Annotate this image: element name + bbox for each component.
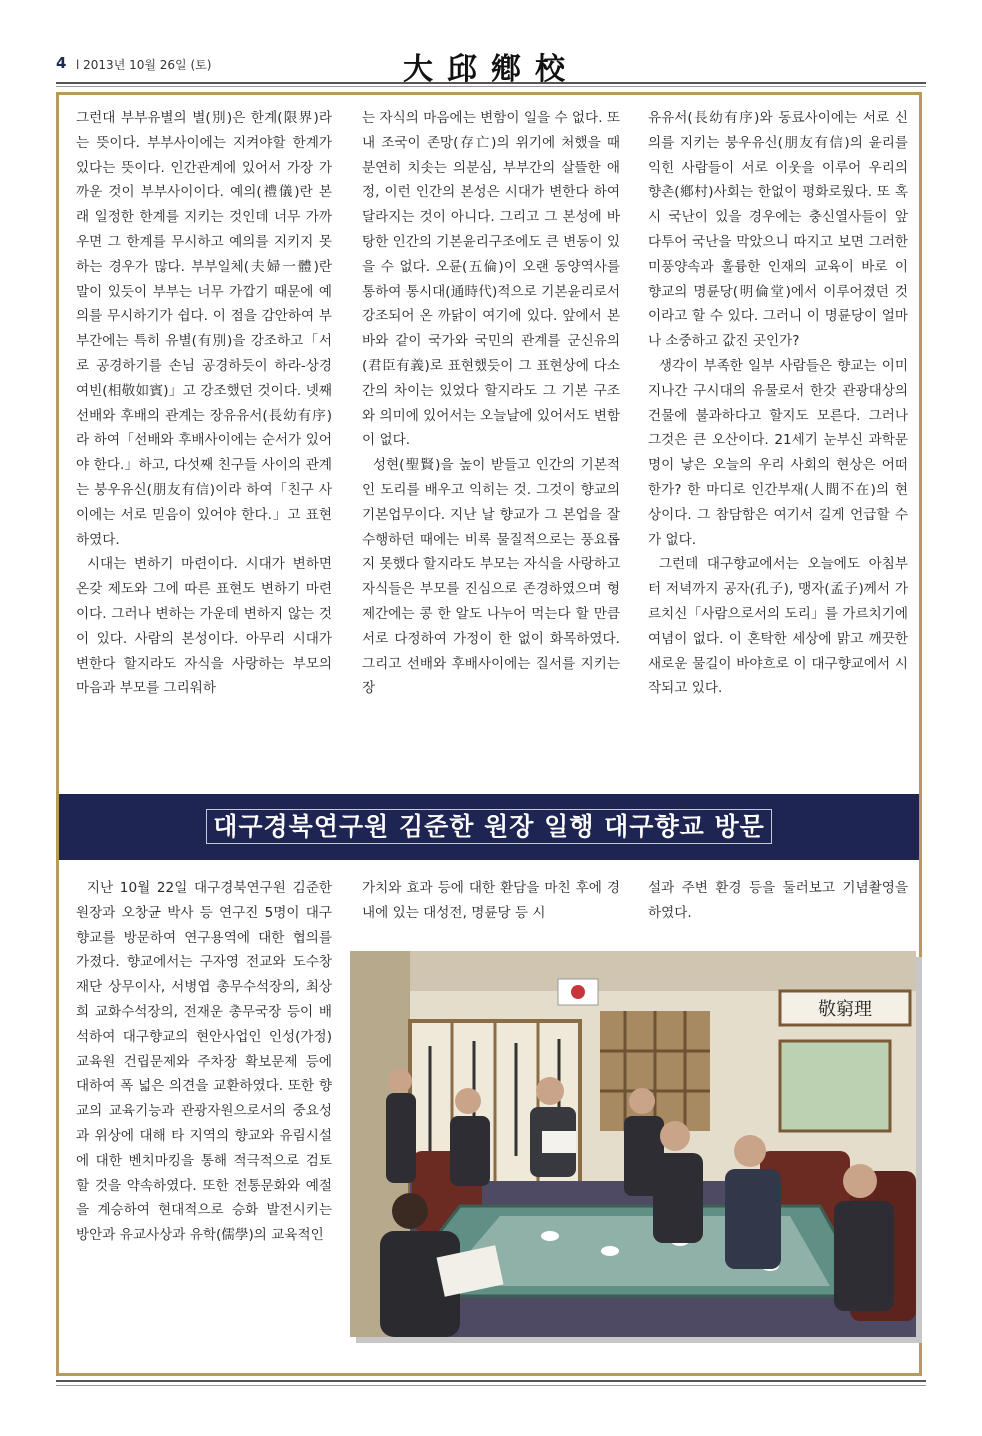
paragraph: 생각이 부족한 일부 사람들은 향교는 이미 지나간 구시대의 유물로서 한갓 관광대상의 건물에 불과하다고 할지도 모른다. 그러나 그것은 큰 오산이다. 21세기 눈부신 과학문명이 낳은 오늘의 우리 사회의 현상은 어떠한가? 한 마디로 인간부재(人間不在)의 현상이다. 그 참담함은 여기서 길게 언급할 수가 없다. bbox=[648, 357, 908, 548]
paragraph: 시대는 변하기 마련이다. 시대가 변하면 온갖 제도와 그에 따른 표현도 변하기 마련이다. 그러나 변하는 가운데 변하지 않는 것이 있다. 사람의 본성이다. 아무리 시대가 변한다 할지라도 자식을 사랑하는 부모의 마음과 부모를 그리워하 bbox=[76, 556, 332, 697]
article2-column-1 bbox=[76, 876, 332, 1248]
masthead: 大邱鄕校 bbox=[403, 52, 579, 87]
footer-rule-thin bbox=[56, 1385, 926, 1386]
paragraph: 지난 10월 22일 대구경북연구원 김준한 원장과 오창균 박사 등 연구진 5명이 대구향교를 방문하여 연구용역에 대한 협의를 가졌다. 향교에서는 구자영 전교와 도수창 재단 상무이사, 서병엽 총무수석장의, 최상희 교화수석장의, 전재운 총무국장 등이 배석하여 대구향교의 현안사업인 인성(가정)교육원 건립문제와 주차장 확보문제 등에 대하여 폭 넓은 의견을 교환하였다. 또한 향교의 교육기능과 관광자원으로서의 중요성과 위상에 대해 타 지역의 향교와 유림시설에 대한 벤치마킹을 통해 적극적으로 검토할 것을 약속하였다. 또한 전통문화와 예절을 계승하여 현대적으로 승화 발전시키는 방안과 유교사상과 유학(儒學)의 교육적인 bbox=[76, 880, 332, 1244]
paragraph: 는 자식의 마음에는 변함이 일을 수 없다. 또 내 조국이 존망(存亡)의 위기에 처했을 때 분연히 치솟는 의분심, 부부간의 살뜰한 애정, 이런 인간의 본성은 시대가 변한다 하여 달라지는 것이 아니다. 그리고 그 본성에 바탕한 인간의 기본윤리구조에도 큰 변동이 있을 수 없다. 오륜(五倫)이 오랜 동양역사를 통하여 통시대(通時代)적으로 기본윤리로서 강조되어 온 까닭이 여기에 있다. 앞에서 본 바와 같이 국가와 국민의 관계를 군신유의(君臣有義)로 표현했듯이 그 표현상에 다소간의 차이는 있었다 할지라도 그 기본 구조와 의미에 있어서는 오늘날에 있어서도 변함이 없다. bbox=[362, 110, 620, 449]
article1-column-2 bbox=[362, 106, 620, 701]
article2-column-3 bbox=[648, 876, 908, 926]
article2-title: 대구경북연구원 김준한 원장 일행 대구향교 방문 bbox=[206, 809, 772, 844]
paragraph: 그런대 부부유별의 별(別)은 한계(限界)라는 뜻이다. 부부사이에는 지켜야할 한계가 있다는 뜻이다. 인간관계에 있어서 가장 가까운 것이 부부사이이다. 예의(禮儀)란 본래 일정한 한계를 지키는 것인데 너무 가까우면 그 한계를 무시하고 예의를 지키지 못하는 경우가 많다. 부부일체(夫婦一體)란 말이 있듯이 부부는 너무 가깝기 때문에 예의를 무시하기가 쉽다. 이 점을 감안하여 부부간에는 특히 유별(有別)을 강조하고「서로 공경하기를 손님 공경하듯이 하라-상경여빈(相敬如賓)」고 강조했던 것이다. 넷째 선배와 후배의 관계는 장유유서(長幼有序)라 하여「선배와 후배사이에는 순서가 있어야 한다.」하고, 다섯째 친구들 사이의 관계는 붕우유신(朋友有信)이라 하여「친구 사이에는 서로 믿음이 있어야 한다.」고 표현하였다. bbox=[76, 110, 332, 548]
paragraph: 유유서(長幼有序)와 동료사이에는 서로 신의를 지키는 붕우유신(朋友有信)의 윤리를 익힌 사람들이 서로 이웃을 이루어 우리의 향촌(鄕村)사회는 한없이 평화로웠다. 또 혹시 국난이 있을 경우에는 충신열사들이 앞 다투어 국난을 막았으니 따지고 보면 그러한 미풍양속과 훌륭한 인재의 교육이 바로 이 향교의 명륜당(明倫堂)에서 이루어졌던 것이라고 할 수 있다. 그러니 이 명륜당이 얼마나 소중하고 값진 곳인가? bbox=[648, 110, 908, 350]
article1-column-3 bbox=[648, 106, 908, 701]
page-number: 4 bbox=[56, 54, 67, 72]
paragraph: 설과 주변 환경 등을 둘러보고 기념촬영을 하였다. bbox=[648, 880, 908, 921]
paragraph: 가치와 효과 등에 대한 환담을 마친 후에 경내에 있는 대성전, 명륜당 등 시 bbox=[362, 880, 620, 921]
meeting-photo-illustration bbox=[350, 951, 916, 1337]
issue-date: l 2013년 10월 26일 (토) bbox=[76, 58, 212, 72]
article1-column-1 bbox=[76, 106, 332, 701]
header-rule-thin bbox=[56, 86, 926, 87]
header-rule bbox=[56, 82, 926, 84]
page-header bbox=[56, 44, 926, 87]
meeting-photo bbox=[350, 951, 916, 1337]
article2-column-2 bbox=[362, 876, 620, 926]
footer-rule bbox=[56, 1380, 926, 1382]
article2-banner bbox=[59, 794, 919, 860]
paragraph: 그런데 대구향교에서는 오늘에도 아침부터 저녁까지 공자(孔子), 맹자(孟子)께서 가르치신「사람으로서의 도리」를 가르치기에 여념이 없다. 이 혼탁한 세상에 맑고 깨끗한 새로운 물길이 바야흐로 이 대구향교에서 시작되고 있다. bbox=[648, 556, 908, 697]
article2-title-wrap bbox=[59, 794, 919, 860]
paragraph: 성현(聖賢)을 높이 받들고 인간의 기본적인 도리를 배우고 익히는 것. 그것이 향교의 기본업무이다. 지난 날 향교가 그 본업을 잘 수행하던 때에는 비록 물질적으로는 풍요롭지 못했다 할지라도 부모는 자식을 사랑하고 자식들은 부모를 진심으로 존경하였으며 형제간에는 콩 한 알도 나누어 먹는다 할 만큼 서로 다정하여 가정이 한 없이 화목하였다. 그리고 선배와 후배사이에는 질서를 지키는 장 bbox=[362, 457, 620, 697]
calligraphy-text: 敬窮理 bbox=[818, 999, 872, 1020]
